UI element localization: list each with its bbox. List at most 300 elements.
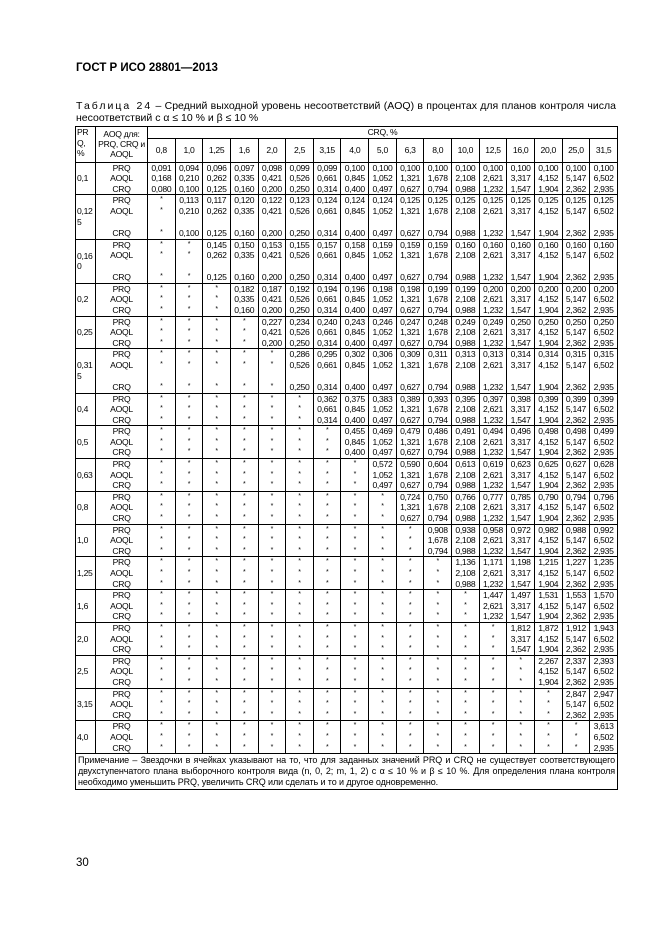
value-cell: 1,678 — [424, 294, 452, 305]
star-cell: * — [175, 491, 203, 502]
star-cell: * — [148, 426, 176, 437]
value-cell: 0,398 — [507, 393, 535, 404]
star-cell: * — [507, 655, 535, 666]
value-cell: 5,147 — [562, 206, 590, 228]
value-cell: 0,766 — [452, 491, 480, 502]
value-cell: 1,232 — [479, 513, 507, 524]
star-cell: * — [313, 688, 341, 699]
value-cell: 0,159 — [424, 239, 452, 250]
value-cell: 0,250 — [507, 316, 535, 327]
star-cell: * — [258, 502, 286, 513]
star-cell: * — [203, 568, 231, 579]
value-cell: 0,123 — [286, 195, 314, 206]
value-cell: 2,621 — [479, 502, 507, 513]
value-cell: 0,117 — [203, 195, 231, 206]
star-cell: * — [230, 688, 258, 699]
star-cell: * — [534, 699, 562, 710]
value-cell: 1,547 — [507, 272, 535, 283]
value-cell: 0,250 — [286, 305, 314, 316]
star-cell: * — [452, 634, 480, 645]
value-cell: 0,160 — [590, 239, 618, 250]
star-cell: * — [369, 732, 397, 743]
star-cell: * — [175, 699, 203, 710]
value-cell: 4,152 — [534, 535, 562, 546]
value-cell: 2,108 — [452, 404, 480, 415]
value-cell: 0,199 — [424, 283, 452, 294]
star-cell: * — [148, 513, 176, 524]
star-cell: * — [258, 677, 286, 688]
star-cell: * — [562, 721, 590, 732]
star-cell: * — [148, 644, 176, 655]
table-row-crq — [76, 184, 618, 195]
value-cell: 0,796 — [590, 491, 618, 502]
star-cell: * — [313, 491, 341, 502]
star-cell: * — [148, 557, 176, 568]
value-cell: 1,547 — [507, 305, 535, 316]
value-cell: 5,147 — [562, 634, 590, 645]
standard-header: ГОСТ Р ИСО 28801—2013 — [76, 62, 218, 74]
value-cell: 1,198 — [507, 557, 535, 568]
value-cell: 0,988 — [452, 338, 480, 349]
star-cell: * — [396, 590, 424, 601]
star-cell: * — [258, 710, 286, 721]
star-cell: * — [341, 655, 369, 666]
star-cell: * — [203, 360, 231, 382]
value-cell: 2,621 — [479, 250, 507, 272]
star-cell: * — [175, 480, 203, 491]
table-row-crq — [76, 480, 618, 491]
crq-column-header: 25,0 — [562, 138, 590, 162]
star-cell: * — [396, 732, 424, 743]
value-cell: 6,502 — [590, 470, 618, 481]
value-cell: 2,935 — [590, 480, 618, 491]
star-cell: * — [148, 338, 176, 349]
value-cell: 2,935 — [590, 382, 618, 393]
value-cell: 5,147 — [562, 360, 590, 382]
crq-column-header: 4,0 — [341, 138, 369, 162]
value-cell: 0,160 — [452, 239, 480, 250]
star-cell: * — [148, 535, 176, 546]
star-cell: * — [479, 644, 507, 655]
value-cell: 0,160 — [479, 239, 507, 250]
star-cell: * — [424, 710, 452, 721]
star-cell: * — [424, 699, 452, 710]
value-cell: 0,100 — [175, 228, 203, 239]
value-cell: 0,794 — [424, 228, 452, 239]
star-cell: * — [203, 634, 231, 645]
value-cell: 0,421 — [258, 294, 286, 305]
value-cell: 1,904 — [534, 382, 562, 393]
star-cell: * — [341, 601, 369, 612]
table-row-crq — [76, 546, 618, 557]
value-cell: 0,295 — [313, 349, 341, 360]
crq-column-header: 16,0 — [507, 138, 535, 162]
star-cell: * — [507, 710, 535, 721]
row-type: AOQL — [96, 294, 148, 305]
star-cell: * — [313, 601, 341, 612]
star-cell: * — [148, 590, 176, 601]
row-type: AOQL — [96, 535, 148, 546]
table-row-prq — [76, 283, 618, 294]
star-cell: * — [369, 710, 397, 721]
crq-column-header: 1,6 — [230, 138, 258, 162]
value-cell: 3,317 — [507, 327, 535, 338]
value-cell: 2,935 — [590, 338, 618, 349]
star-cell: * — [286, 557, 314, 568]
star-cell: * — [203, 459, 231, 470]
value-cell: 2,362 — [562, 338, 590, 349]
table-row-aoql — [76, 250, 618, 272]
prq-group-label: 0,25 — [76, 316, 96, 349]
star-cell: * — [203, 557, 231, 568]
row-type: CRQ — [96, 579, 148, 590]
value-cell: 0,122 — [258, 195, 286, 206]
value-cell: 1,678 — [424, 173, 452, 184]
value-cell: 4,152 — [534, 327, 562, 338]
prq-group-label: 1,25 — [76, 557, 96, 590]
star-cell: * — [258, 644, 286, 655]
value-cell: 0,120 — [230, 195, 258, 206]
value-cell: 0,988 — [452, 513, 480, 524]
value-cell: 0,496 — [507, 426, 535, 437]
value-cell: 0,526 — [286, 294, 314, 305]
row-type: AOQL — [96, 404, 148, 415]
row-type: PRQ — [96, 393, 148, 404]
value-cell: 3,317 — [507, 173, 535, 184]
value-cell: 0,421 — [258, 173, 286, 184]
value-cell: 0,619 — [479, 459, 507, 470]
value-cell: 1,678 — [424, 535, 452, 546]
value-cell: 1,052 — [369, 404, 397, 415]
star-cell: * — [313, 721, 341, 732]
star-cell: * — [286, 590, 314, 601]
value-cell: 4,152 — [534, 437, 562, 448]
value-cell: 0,794 — [424, 184, 452, 195]
star-cell: * — [369, 502, 397, 513]
prq-group-label: 1,0 — [76, 524, 96, 557]
value-cell: 1,678 — [424, 206, 452, 228]
value-cell: 1,321 — [396, 404, 424, 415]
star-cell: * — [479, 622, 507, 633]
star-cell: * — [286, 546, 314, 557]
star-cell: * — [148, 710, 176, 721]
row-type: PRQ — [96, 195, 148, 206]
value-cell: 1,943 — [590, 622, 618, 633]
star-cell: * — [230, 677, 258, 688]
value-cell: 0,972 — [507, 524, 535, 535]
row-type: CRQ — [96, 184, 148, 195]
value-cell: 0,247 — [396, 316, 424, 327]
star-cell: * — [230, 579, 258, 590]
prq-group-label: 0,160 — [76, 239, 96, 283]
value-cell: 0,375 — [341, 393, 369, 404]
star-cell: * — [148, 743, 176, 754]
star-cell: * — [286, 535, 314, 546]
prq-group-label: 3,15 — [76, 688, 96, 721]
star-cell: * — [369, 644, 397, 655]
value-cell: 0,794 — [424, 382, 452, 393]
star-cell: * — [562, 732, 590, 743]
value-cell: 0,497 — [369, 480, 397, 491]
star-cell: * — [258, 721, 286, 732]
value-cell: 0,313 — [452, 349, 480, 360]
star-cell: * — [258, 415, 286, 426]
value-cell: 0,113 — [175, 195, 203, 206]
star-cell: * — [203, 491, 231, 502]
star-cell: * — [148, 294, 176, 305]
value-cell: 1,904 — [534, 415, 562, 426]
star-cell: * — [341, 491, 369, 502]
star-cell: * — [369, 677, 397, 688]
value-cell: 0,400 — [341, 184, 369, 195]
value-cell: 1,872 — [534, 622, 562, 633]
star-cell: * — [175, 688, 203, 699]
star-cell: * — [148, 480, 176, 491]
value-cell: 1,052 — [369, 206, 397, 228]
table-row-crq — [76, 447, 618, 458]
value-cell: 0,498 — [562, 426, 590, 437]
star-cell: * — [258, 634, 286, 645]
table-row-prq — [76, 459, 618, 470]
star-cell: * — [286, 437, 314, 448]
star-cell: * — [230, 634, 258, 645]
value-cell: 0,661 — [313, 327, 341, 338]
table-row-prq — [76, 162, 618, 173]
value-cell: 0,286 — [286, 349, 314, 360]
value-cell: 0,526 — [286, 173, 314, 184]
table-row-prq — [76, 721, 618, 732]
star-cell: * — [148, 447, 176, 458]
star-cell: * — [286, 491, 314, 502]
star-cell: * — [230, 502, 258, 513]
value-cell: 2,621 — [479, 173, 507, 184]
star-cell: * — [286, 524, 314, 535]
star-cell: * — [424, 688, 452, 699]
table-row-prq — [76, 590, 618, 601]
star-cell: * — [175, 338, 203, 349]
value-cell: 0,315 — [562, 349, 590, 360]
star-cell: * — [203, 601, 231, 612]
value-cell: 0,661 — [313, 404, 341, 415]
row-type: AOQL — [96, 699, 148, 710]
star-cell: * — [175, 415, 203, 426]
star-cell: * — [396, 601, 424, 612]
star-cell: * — [341, 459, 369, 470]
value-cell: 0,099 — [286, 162, 314, 173]
star-cell: * — [203, 655, 231, 666]
star-cell: * — [396, 622, 424, 633]
value-cell: 0,628 — [590, 459, 618, 470]
value-cell: 1,547 — [507, 513, 535, 524]
table-row-aoql — [76, 173, 618, 184]
star-cell: * — [396, 546, 424, 557]
star-cell: * — [341, 677, 369, 688]
star-cell: * — [286, 404, 314, 415]
row-type: CRQ — [96, 480, 148, 491]
star-cell: * — [230, 699, 258, 710]
star-cell: * — [175, 611, 203, 622]
value-cell: 2,935 — [590, 305, 618, 316]
value-cell: 0,845 — [341, 250, 369, 272]
star-cell: * — [341, 732, 369, 743]
value-cell: 0,314 — [507, 349, 535, 360]
star-cell: * — [507, 677, 535, 688]
star-cell: * — [148, 579, 176, 590]
value-cell: 0,125 — [424, 195, 452, 206]
value-cell: 6,502 — [590, 634, 618, 645]
value-cell: 1,232 — [479, 447, 507, 458]
value-cell: 3,317 — [507, 502, 535, 513]
crq-column-header: 3,15 — [313, 138, 341, 162]
value-cell: 0,627 — [396, 480, 424, 491]
star-cell: * — [286, 721, 314, 732]
value-cell: 1,678 — [424, 327, 452, 338]
value-cell: 2,108 — [452, 535, 480, 546]
value-cell: 1,531 — [534, 590, 562, 601]
value-cell: 6,502 — [590, 732, 618, 743]
value-cell: 0,100 — [452, 162, 480, 173]
star-cell: * — [148, 316, 176, 327]
star-cell: * — [148, 250, 176, 272]
row-type: AOQL — [96, 601, 148, 612]
value-cell: 0,627 — [396, 184, 424, 195]
value-cell: 1,052 — [369, 250, 397, 272]
value-cell: 0,724 — [396, 491, 424, 502]
star-cell: * — [203, 480, 231, 491]
star-cell: * — [341, 546, 369, 557]
prq-group-label: 0,125 — [76, 195, 96, 239]
star-cell: * — [230, 622, 258, 633]
star-cell: * — [148, 327, 176, 338]
star-cell: * — [396, 721, 424, 732]
star-cell: * — [313, 447, 341, 458]
value-cell: 1,904 — [534, 480, 562, 491]
star-cell: * — [203, 677, 231, 688]
table-row-aoql — [76, 360, 618, 382]
value-cell: 6,502 — [590, 699, 618, 710]
value-cell: 5,147 — [562, 250, 590, 272]
value-cell: 2,621 — [479, 294, 507, 305]
star-cell: * — [258, 459, 286, 470]
value-cell: 6,502 — [590, 250, 618, 272]
value-cell: 0,421 — [258, 327, 286, 338]
star-cell: * — [507, 743, 535, 754]
star-cell: * — [148, 655, 176, 666]
star-cell: * — [175, 283, 203, 294]
star-cell: * — [286, 688, 314, 699]
value-cell: 0,627 — [396, 338, 424, 349]
value-cell: 1,547 — [507, 611, 535, 622]
value-cell: 0,988 — [452, 272, 480, 283]
value-cell: 2,108 — [452, 470, 480, 481]
crq-column-header: 10,0 — [452, 138, 480, 162]
star-cell: * — [258, 524, 286, 535]
star-cell: * — [286, 579, 314, 590]
star-cell: * — [286, 634, 314, 645]
value-cell: 0,335 — [230, 250, 258, 272]
row-type: PRQ — [96, 491, 148, 502]
prq-group-label: 0,4 — [76, 393, 96, 426]
table-note: Примечание – Звездочки в ячейках указывают на то, что для заданных значений PRQ и CRQ не существует соответствующего двухступенчатого плана выборочного контроля вида (n, 0, 2; m, 1, 2) с α ≤ 10 % и β ≤ 10 %. Для определения плана контроля необходимо уменьшить PRQ, увеличить CRQ или сделать и то и другое одновременно. — [76, 754, 618, 790]
star-cell: * — [396, 710, 424, 721]
star-cell: * — [369, 568, 397, 579]
value-cell: 0,314 — [313, 415, 341, 426]
star-cell: * — [452, 666, 480, 677]
value-cell: 1,678 — [424, 502, 452, 513]
crq-header: CRQ, % — [148, 127, 618, 139]
prq-group-label: 1,6 — [76, 590, 96, 623]
value-cell: 2,935 — [590, 546, 618, 557]
star-cell: * — [286, 426, 314, 437]
star-cell: * — [175, 272, 203, 283]
star-cell: * — [369, 557, 397, 568]
value-cell: 2,362 — [562, 513, 590, 524]
star-cell: * — [286, 470, 314, 481]
star-cell: * — [424, 590, 452, 601]
value-cell: 0,497 — [369, 228, 397, 239]
prq-group-label: 2,5 — [76, 655, 96, 688]
value-cell: 3,317 — [507, 294, 535, 305]
star-cell: * — [286, 393, 314, 404]
value-cell: 0,845 — [341, 173, 369, 184]
star-cell: * — [313, 437, 341, 448]
value-cell: 6,502 — [590, 437, 618, 448]
star-cell: * — [203, 611, 231, 622]
value-cell: 2,621 — [479, 360, 507, 382]
value-cell: 0,785 — [507, 491, 535, 502]
star-cell: * — [175, 524, 203, 535]
row-type: PRQ — [96, 316, 148, 327]
value-cell: 0,627 — [396, 513, 424, 524]
table-row-aoql — [76, 206, 618, 228]
star-cell: * — [148, 305, 176, 316]
value-cell: 4,152 — [534, 666, 562, 677]
value-cell: 5,147 — [562, 173, 590, 184]
star-cell: * — [424, 721, 452, 732]
value-cell: 6,502 — [590, 601, 618, 612]
value-cell: 0,314 — [313, 272, 341, 283]
value-cell: 0,526 — [286, 250, 314, 272]
star-cell: * — [258, 579, 286, 590]
value-cell: 1,232 — [479, 228, 507, 239]
value-cell: 2,935 — [590, 743, 618, 754]
star-cell: * — [175, 305, 203, 316]
star-cell: * — [148, 622, 176, 633]
value-cell: 0,395 — [452, 393, 480, 404]
value-cell: 1,547 — [507, 382, 535, 393]
value-cell: 0,845 — [341, 404, 369, 415]
value-cell: 1,136 — [452, 557, 480, 568]
value-cell: 2,362 — [562, 546, 590, 557]
star-cell: * — [286, 644, 314, 655]
row-type: AOQL — [96, 360, 148, 382]
table-row-crq — [76, 272, 618, 283]
row-type: PRQ — [96, 283, 148, 294]
star-cell: * — [313, 557, 341, 568]
value-cell: 0,234 — [286, 316, 314, 327]
star-cell: * — [396, 568, 424, 579]
star-cell: * — [148, 206, 176, 228]
star-cell: * — [148, 382, 176, 393]
star-cell: * — [148, 677, 176, 688]
star-cell: * — [424, 622, 452, 633]
value-cell: 0,100 — [534, 162, 562, 173]
value-cell: 0,248 — [424, 316, 452, 327]
star-cell: * — [313, 502, 341, 513]
star-cell: * — [175, 677, 203, 688]
value-cell: 1,232 — [479, 415, 507, 426]
star-cell: * — [203, 579, 231, 590]
